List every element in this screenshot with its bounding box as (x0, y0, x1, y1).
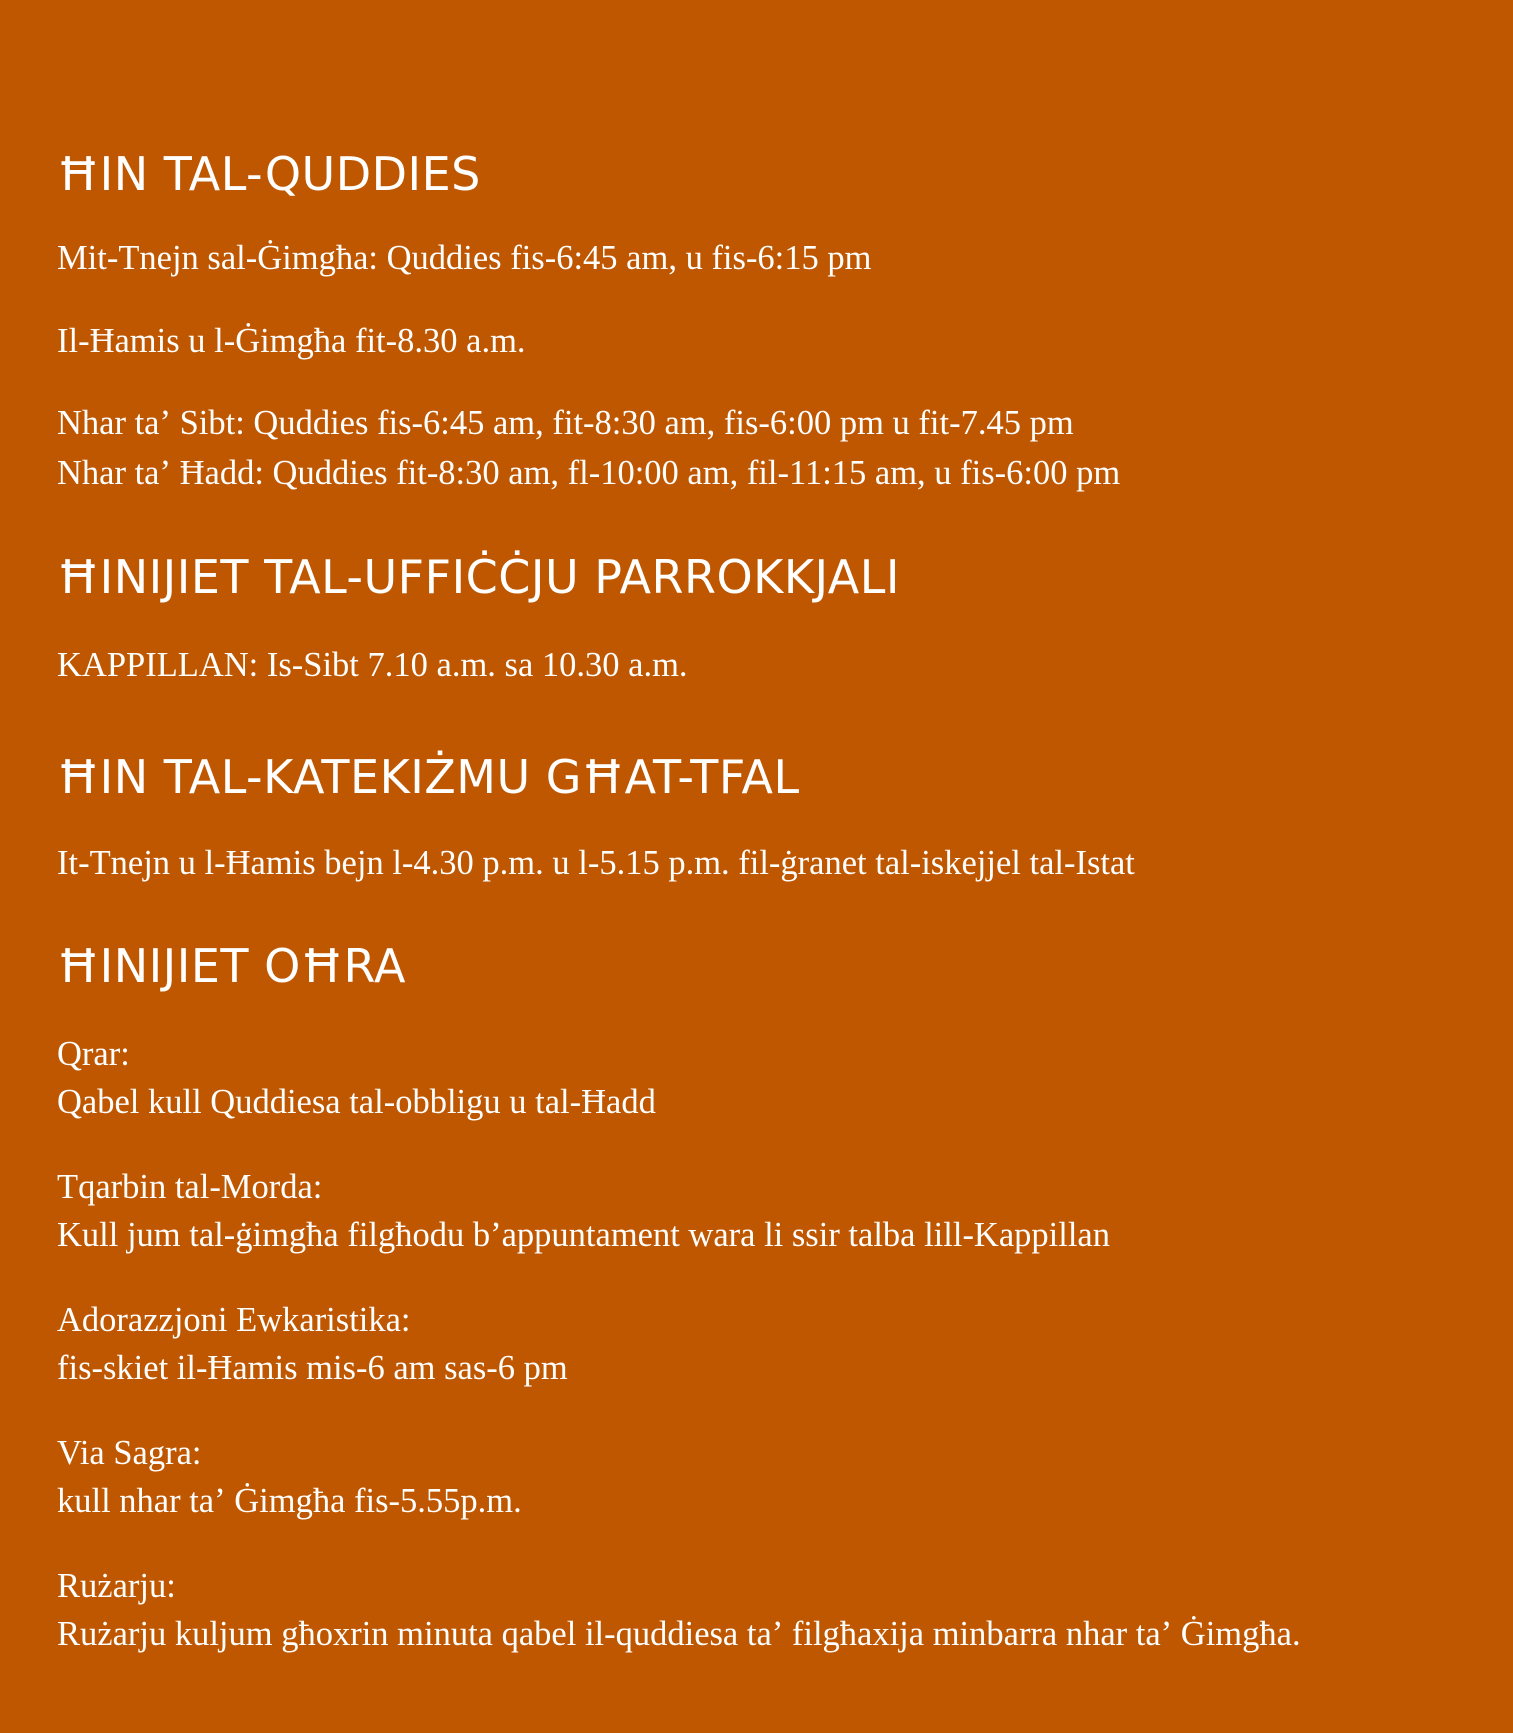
rosary-detail: Rużarju kuljum għoxrin minuta qabel il-quddiesa taʼ filgħaxija minbarra nhar taʼ Ġimgħa. (57, 1615, 1301, 1653)
mass-times-heading: ĦIN TAL-QUDDIES (57, 147, 481, 201)
sick-communion-label: Tqarbin tal-Morda: (57, 1168, 323, 1206)
other-times-heading: ĦINIJIET OĦRA (57, 939, 407, 993)
sick-communion-detail: Kull jum tal-ġimgħa filgħodu bʼappuntament wara li ssir talba lill-Kappillan (57, 1216, 1110, 1254)
mass-weekday-line: Mit-Tnejn sal-Ġimgħa: Quddies fis-6:45 am, u fis-6:15 pm (57, 239, 872, 277)
parish-office-heading: ĦINIJIET TAL-UFFIĊĊJU PARROKKJALI (57, 550, 900, 604)
adoration-detail: fis-skiet il-Ħamis mis-6 am sas-6 pm (57, 1349, 568, 1387)
mass-sunday-line: Nhar taʼ Ħadd: Quddies fit-8:30 am, fl-10:00 am, fil-11:15 am, u fis-6:00 pm (57, 454, 1121, 492)
via-sacra-label: Via Sagra: (57, 1434, 202, 1472)
confession-label: Qrar: (57, 1035, 130, 1073)
mass-thursday-friday-line: Il-Ħamis u l-Ġimgħa fit-8.30 a.m. (57, 322, 526, 360)
confession-detail: Qabel kull Quddiesa tal-obbligu u tal-Ħadd (57, 1083, 656, 1121)
catechism-heading: ĦIN TAL-KATEKIŻMU GĦAT-TFAL (57, 750, 800, 804)
via-sacra-detail: kull nhar taʼ Ġimgħa fis-5.55p.m. (57, 1482, 522, 1520)
rosary-label: Rużarju: (57, 1567, 176, 1605)
mass-saturday-line: Nhar taʼ Sibt: Quddies fis-6:45 am, fit-8:30 am, fis-6:00 pm u fit-7.45 pm (57, 404, 1074, 442)
catechism-line: It-Tnejn u l-Ħamis bejn l-4.30 p.m. u l-5.15 p.m. fil-ġranet tal-iskejjel tal-Istat (57, 844, 1135, 882)
parish-priest-hours-line: KAPPILLAN: Is-Sibt 7.10 a.m. sa 10.30 a.m. (57, 646, 688, 684)
adoration-label: Adorazzjoni Ewkaristika: (57, 1301, 411, 1339)
